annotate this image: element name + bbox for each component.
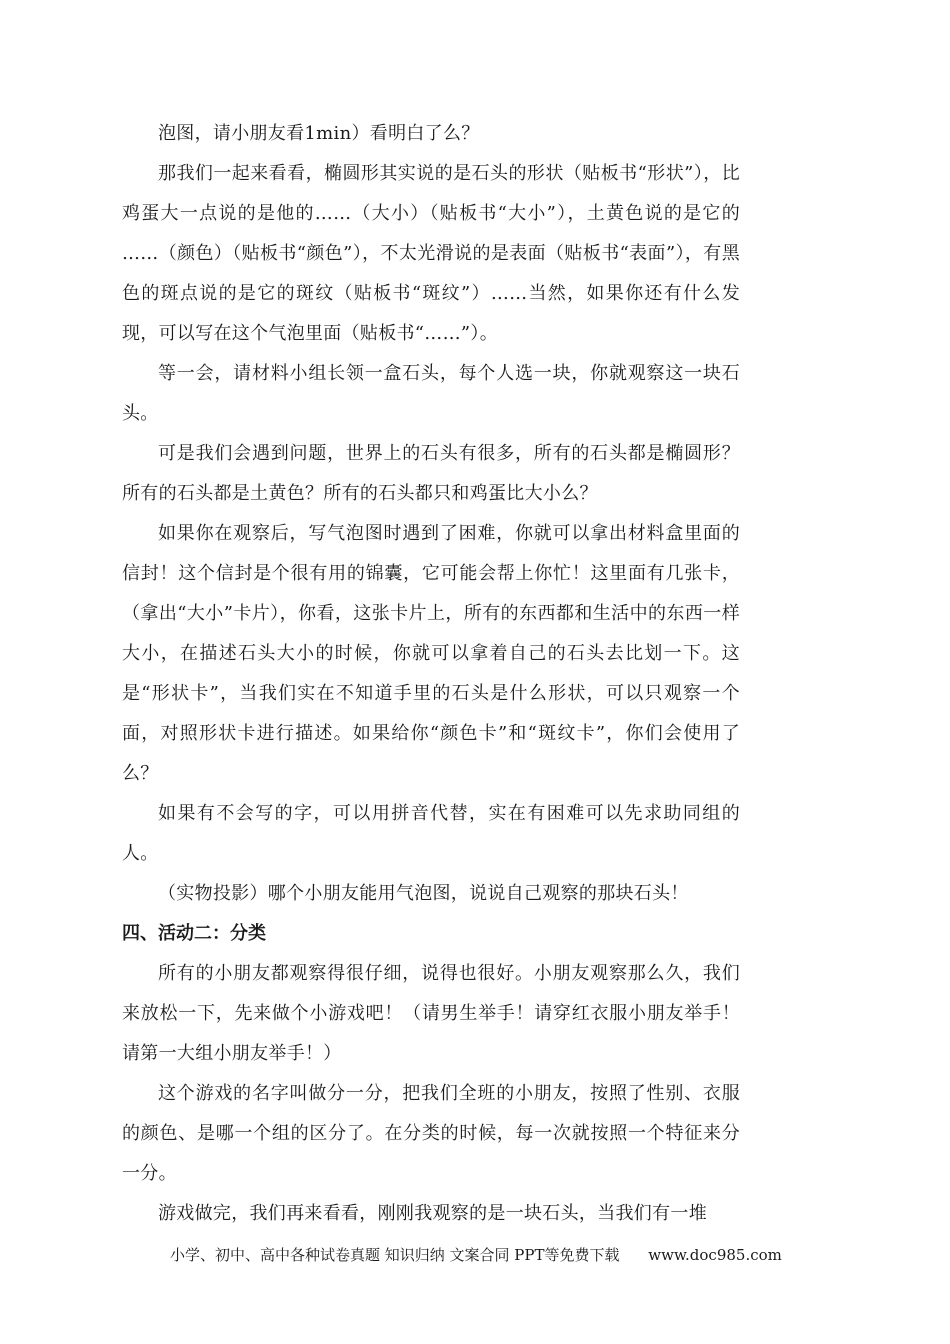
footer-url[interactable]: www.doc985.com [648,1246,782,1264]
paragraph: 所有的小朋友都观察得很仔细，说得也很好。小朋友观察那么久，我们来放松一下，先来做个小游戏吧！（请男生举手！请穿红衣服小朋友举手！请第一大组小朋友举手！） [122,963,740,1064]
document-body [122,114,740,1234]
paragraph: （实物投影）哪个小朋友能用气泡图，说说自己观察的那块石头！ [158,883,689,904]
paragraph: 可是我们会遇到问题，世界上的石头有很多，所有的石头都是椭圆形？所有的石头都是土黄色？所有的石头都只和鸡蛋比大小么？ [122,443,740,504]
section-heading: 四、活动二：分类 [122,923,266,944]
paragraph: 游戏做完，我们再来看看，刚刚我观察的是一块石头，当我们有一堆 [158,1203,707,1224]
paragraph: 等一会，请材料小组长领一盒石头，每个人选一块，你就观察这一块石头。 [122,363,740,424]
footer-text: 小学、初中、高中各种试卷真题 知识归纳 文案合同 PPT等免费下载 [170,1246,620,1264]
paragraph: 如果你在观察后，写气泡图时遇到了困难，你就可以拿出材料盒里面的信封！这个信封是个很有用的锦囊，它可能会帮上你忙！这里面有几张卡，（拿出“大小”卡片），你看，这张卡片上，所有的东西都和生活中的东西一样大小，在描述石头大小的时候，你就可以拿着自己的石头去比划一下。这是“形状卡”，当我们实在不知道手里的石头是什么形状，可以只观察一个面，对照形状卡进行描述。如果给你“颜色卡”和“斑纹卡”，你们会使用了么？ [122,523,740,784]
paragraph: 泡图，请小朋友看1min）看明白了么？ [158,123,480,144]
paragraph: 那我们一起来看看，椭圆形其实说的是石头的形状（贴板书“形状”），比鸡蛋大一点说的是他的……（大小）（贴板书“大小”），土黄色说的是它的 ……（颜色）（贴板书“颜色”），不太光滑说的是表面（贴板书“表面”），有黑色的斑点说的是它的斑纹（贴板书“斑纹”）……当然，如果你还有什么发现，可以写在这个气泡里面（贴板书“……”）。 [122,163,740,344]
paragraph: 如果有不会写的字，可以用拼音代替，实在有困难可以先求助同组的人。 [122,803,740,864]
paragraph: 这个游戏的名字叫做分一分，把我们全班的小朋友，按照了性别、衣服的颜色、是哪一个组的区分了。在分类的时候，每一次就按照一个特征来分一分。 [122,1083,740,1184]
page-footer [170,1243,810,1267]
